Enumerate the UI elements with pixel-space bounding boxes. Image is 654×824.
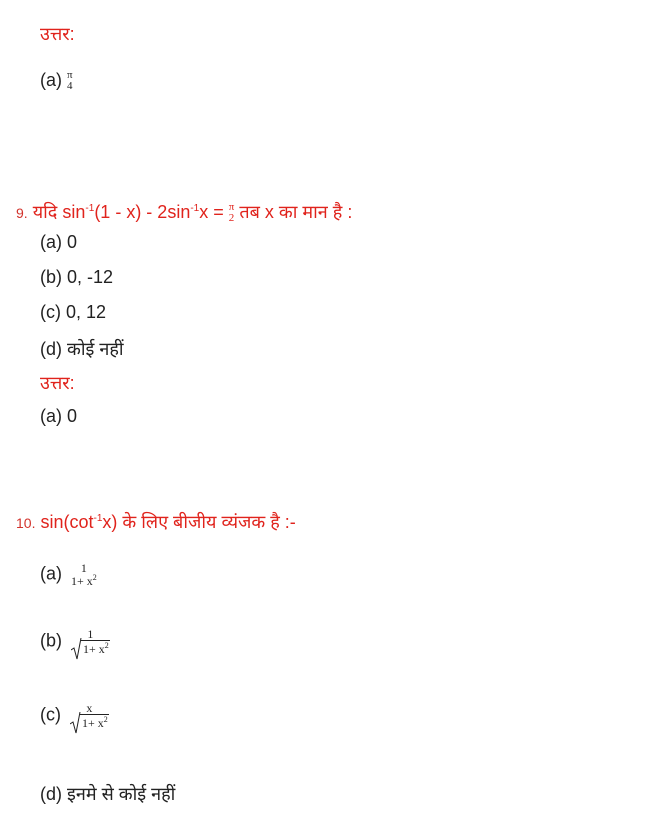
fraction-numerator: 1 bbox=[87, 627, 94, 641]
question-10 bbox=[16, 510, 296, 534]
pi-over-four-fraction bbox=[67, 70, 73, 92]
question-text: (1 - x) - 2sin bbox=[94, 202, 191, 222]
fraction-denominator: 2 bbox=[228, 212, 235, 225]
option-b: (b) 0, -12 bbox=[40, 267, 114, 287]
answer-label: उत्तर: bbox=[40, 24, 75, 44]
question-number: 9. bbox=[16, 205, 28, 221]
option-c bbox=[40, 702, 109, 729]
option-a-fraction bbox=[71, 562, 97, 587]
exponent: 2 bbox=[92, 573, 97, 582]
option-b-fraction bbox=[71, 628, 110, 655]
option-c-fraction bbox=[70, 702, 109, 729]
question-text: यदि bbox=[32, 202, 58, 222]
option-letter: (c) bbox=[40, 704, 61, 725]
exponent: -1 bbox=[93, 513, 103, 524]
fraction-denominator bbox=[70, 714, 109, 729]
denominator-base: 1+ x bbox=[71, 574, 93, 588]
option-d: (d) इनमे से कोई नहीं bbox=[40, 784, 176, 804]
question-number: 10. bbox=[16, 515, 36, 531]
option-a bbox=[40, 562, 97, 587]
exponent: 2 bbox=[103, 715, 108, 724]
option-letter: (a) bbox=[40, 563, 62, 584]
denominator-base: 1+ x bbox=[83, 642, 105, 656]
answer-option: (a) 0 bbox=[40, 406, 78, 426]
answer-option bbox=[40, 70, 73, 92]
exponent: 2 bbox=[104, 641, 109, 650]
question-text: sin(cot bbox=[40, 512, 94, 532]
fraction-numerator: 1 bbox=[80, 561, 87, 575]
option-c: (c) 0, 12 bbox=[40, 302, 107, 322]
fraction-denominator bbox=[71, 640, 110, 655]
question-text: sin bbox=[62, 202, 86, 222]
exponent: -1 bbox=[190, 203, 200, 214]
question-text: x = bbox=[199, 202, 224, 222]
answer-label: उत्तर: bbox=[40, 373, 75, 393]
fraction-numerator: x bbox=[86, 701, 93, 715]
fraction-denominator: 4 bbox=[67, 80, 73, 93]
fraction-denominator bbox=[71, 574, 97, 587]
option-b bbox=[40, 628, 110, 655]
denominator-base: 1+ x bbox=[82, 716, 104, 730]
fraction-numerator: π bbox=[228, 201, 235, 214]
option-letter: (b) bbox=[40, 630, 62, 651]
square-root bbox=[70, 714, 109, 729]
pi-over-two-fraction bbox=[229, 202, 235, 224]
option-a: (a) 0 bbox=[40, 232, 78, 252]
question-9 bbox=[16, 200, 352, 224]
exponent: -1 bbox=[85, 203, 95, 214]
fraction-numerator: π bbox=[67, 69, 73, 82]
answer-option-letter: (a) bbox=[40, 70, 62, 90]
square-root bbox=[71, 640, 110, 655]
option-d: (d) कोई नहीं bbox=[40, 339, 124, 359]
question-text: तब x का मान है : bbox=[239, 202, 353, 222]
question-text: x) के लिए बीजीय व्यंजक है :- bbox=[102, 512, 296, 532]
